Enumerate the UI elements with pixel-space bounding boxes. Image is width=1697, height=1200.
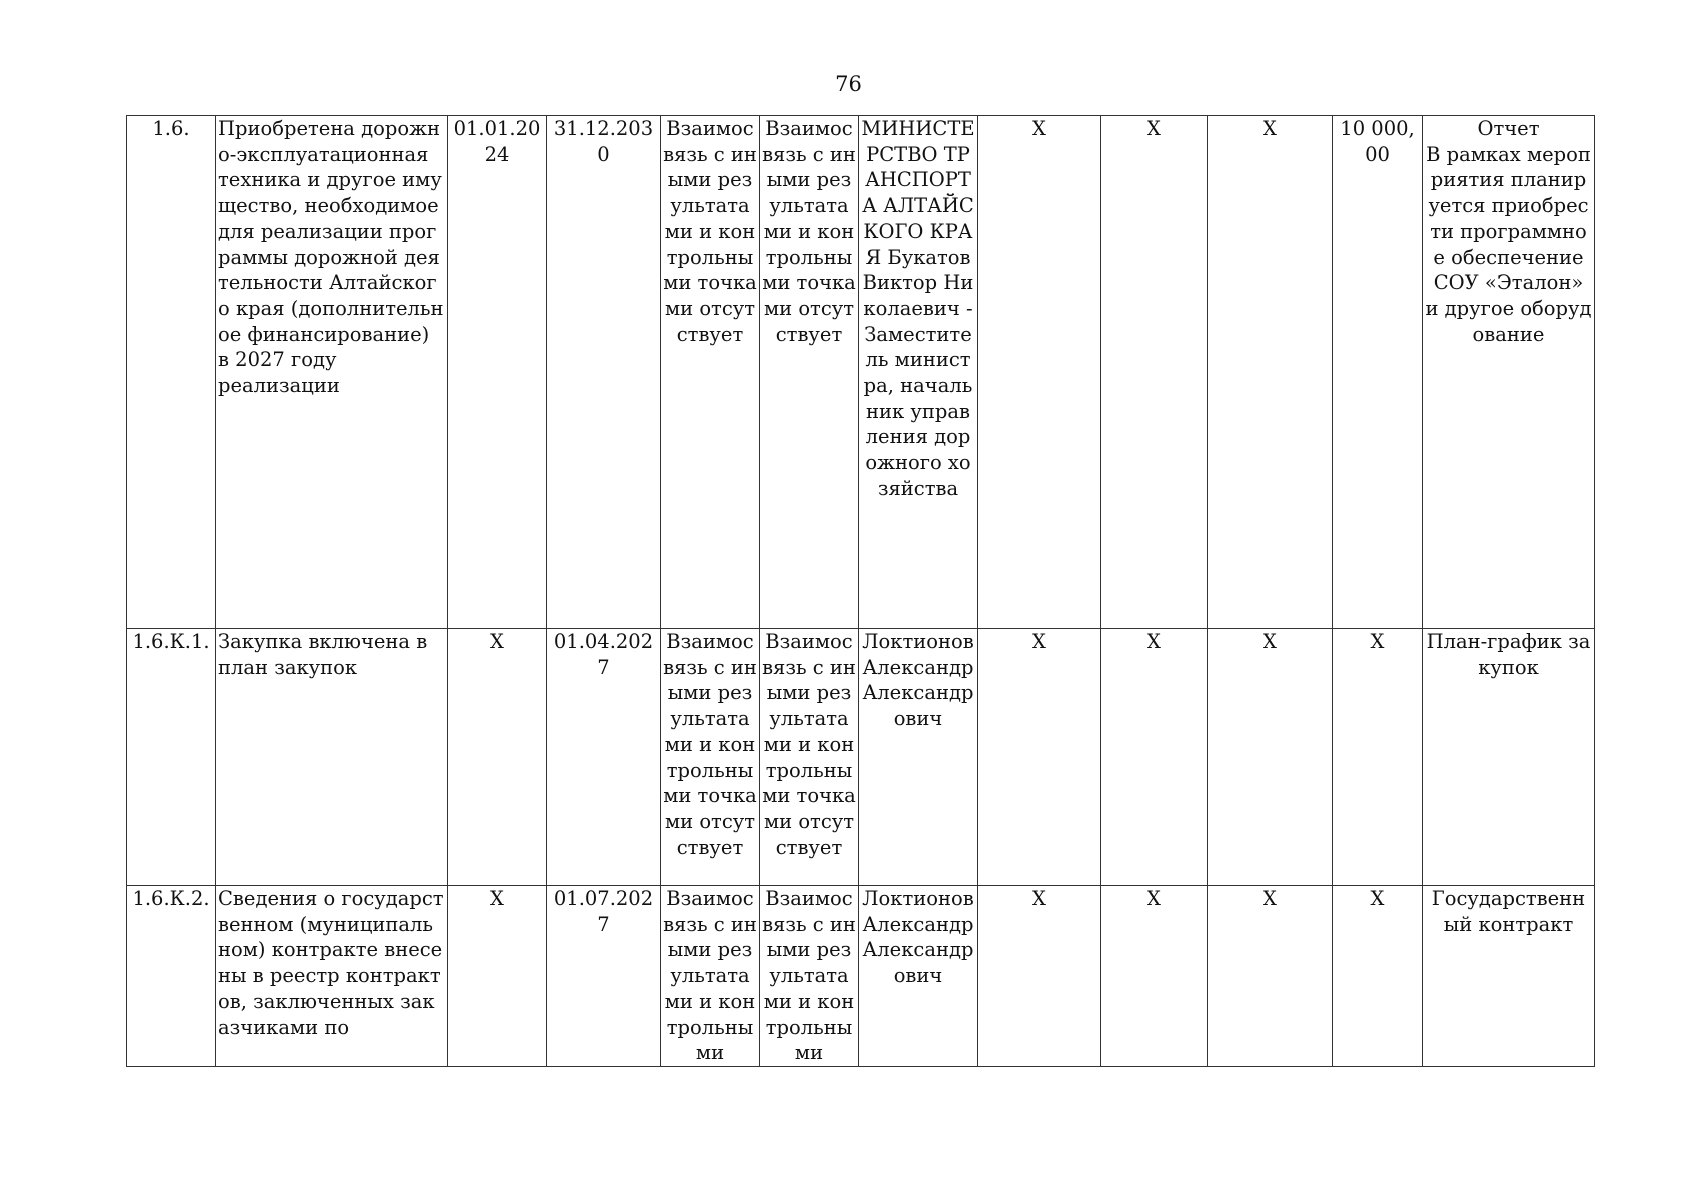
start-date: X — [448, 629, 547, 886]
responsible-person: Локтионов Александр Александрович — [859, 629, 978, 886]
document-type: Государственный контракт — [1423, 886, 1595, 1067]
x-mark: X — [978, 116, 1101, 629]
relation-cell: Взаимосвязь с иными результатами и контрольными точками отсутствует — [760, 629, 859, 886]
responsible-person: МИНИСТЕРСТВО ТРАНСПОРТА АЛТАЙСКОГО КРАЯ Букатов Виктор Николаевич - Заместитель министра, начальник управления дорожного хозяйства — [859, 116, 978, 629]
result-name: Сведения о государственном (муниципальном) контракте внесены в реестр контрактов, заключенных заказчиками по — [216, 886, 448, 1067]
results-table — [126, 115, 1595, 1067]
relation-cell: Взаимосвязь с иными результатами и контрольными точками отсутствует — [760, 116, 859, 629]
x-mark: X — [978, 629, 1101, 886]
start-date: 01.01.2024 — [448, 116, 547, 629]
amount: X — [1333, 886, 1423, 1067]
amount: X — [1333, 629, 1423, 886]
end-date: 31.12.2030 — [547, 116, 661, 629]
x-mark: X — [1208, 116, 1333, 629]
relation-cell: Взаимосвязь с иными результатами и контрольными — [760, 886, 859, 1067]
row-number: 1.6.К.2. — [127, 886, 216, 1067]
end-date: 01.07.2027 — [547, 886, 661, 1067]
x-mark: X — [1208, 629, 1333, 886]
x-mark: X — [1101, 886, 1208, 1067]
document-type: План-график закупок — [1423, 629, 1595, 886]
relation-cell: Взаимосвязь с иными результатами и контрольными — [661, 886, 760, 1067]
table-row — [127, 629, 1595, 886]
end-date: 01.04.2027 — [547, 629, 661, 886]
result-name: Закупка включена в план закупок — [216, 629, 448, 886]
x-mark: X — [1208, 886, 1333, 1067]
responsible-person: Локтионов Александр Александрович — [859, 886, 978, 1067]
relation-cell: Взаимосвязь с иными результатами и контрольными точками отсутствует — [661, 116, 760, 629]
result-name: Приобретена дорожно-эксплуатационная техника и другое имущество, необходимое для реализации программы дорожной деятельности Алтайского края (дополнительное финансирование) в 2027 году реализации — [216, 116, 448, 629]
document-type: Отчет В рамках мероприятия планируется приобрести программное обеспечение СОУ «Эталон» и другое оборудование — [1423, 116, 1595, 629]
start-date: X — [448, 886, 547, 1067]
relation-cell: Взаимосвязь с иными результатами и контрольными точками отсутствует — [661, 629, 760, 886]
row-number: 1.6.К.1. — [127, 629, 216, 886]
table-row — [127, 116, 1595, 629]
amount: 10 000,00 — [1333, 116, 1423, 629]
x-mark: X — [978, 886, 1101, 1067]
x-mark: X — [1101, 629, 1208, 886]
row-number: 1.6. — [127, 116, 216, 629]
page-number: 76 — [835, 72, 862, 96]
table-row — [127, 886, 1595, 1067]
x-mark: X — [1101, 116, 1208, 629]
